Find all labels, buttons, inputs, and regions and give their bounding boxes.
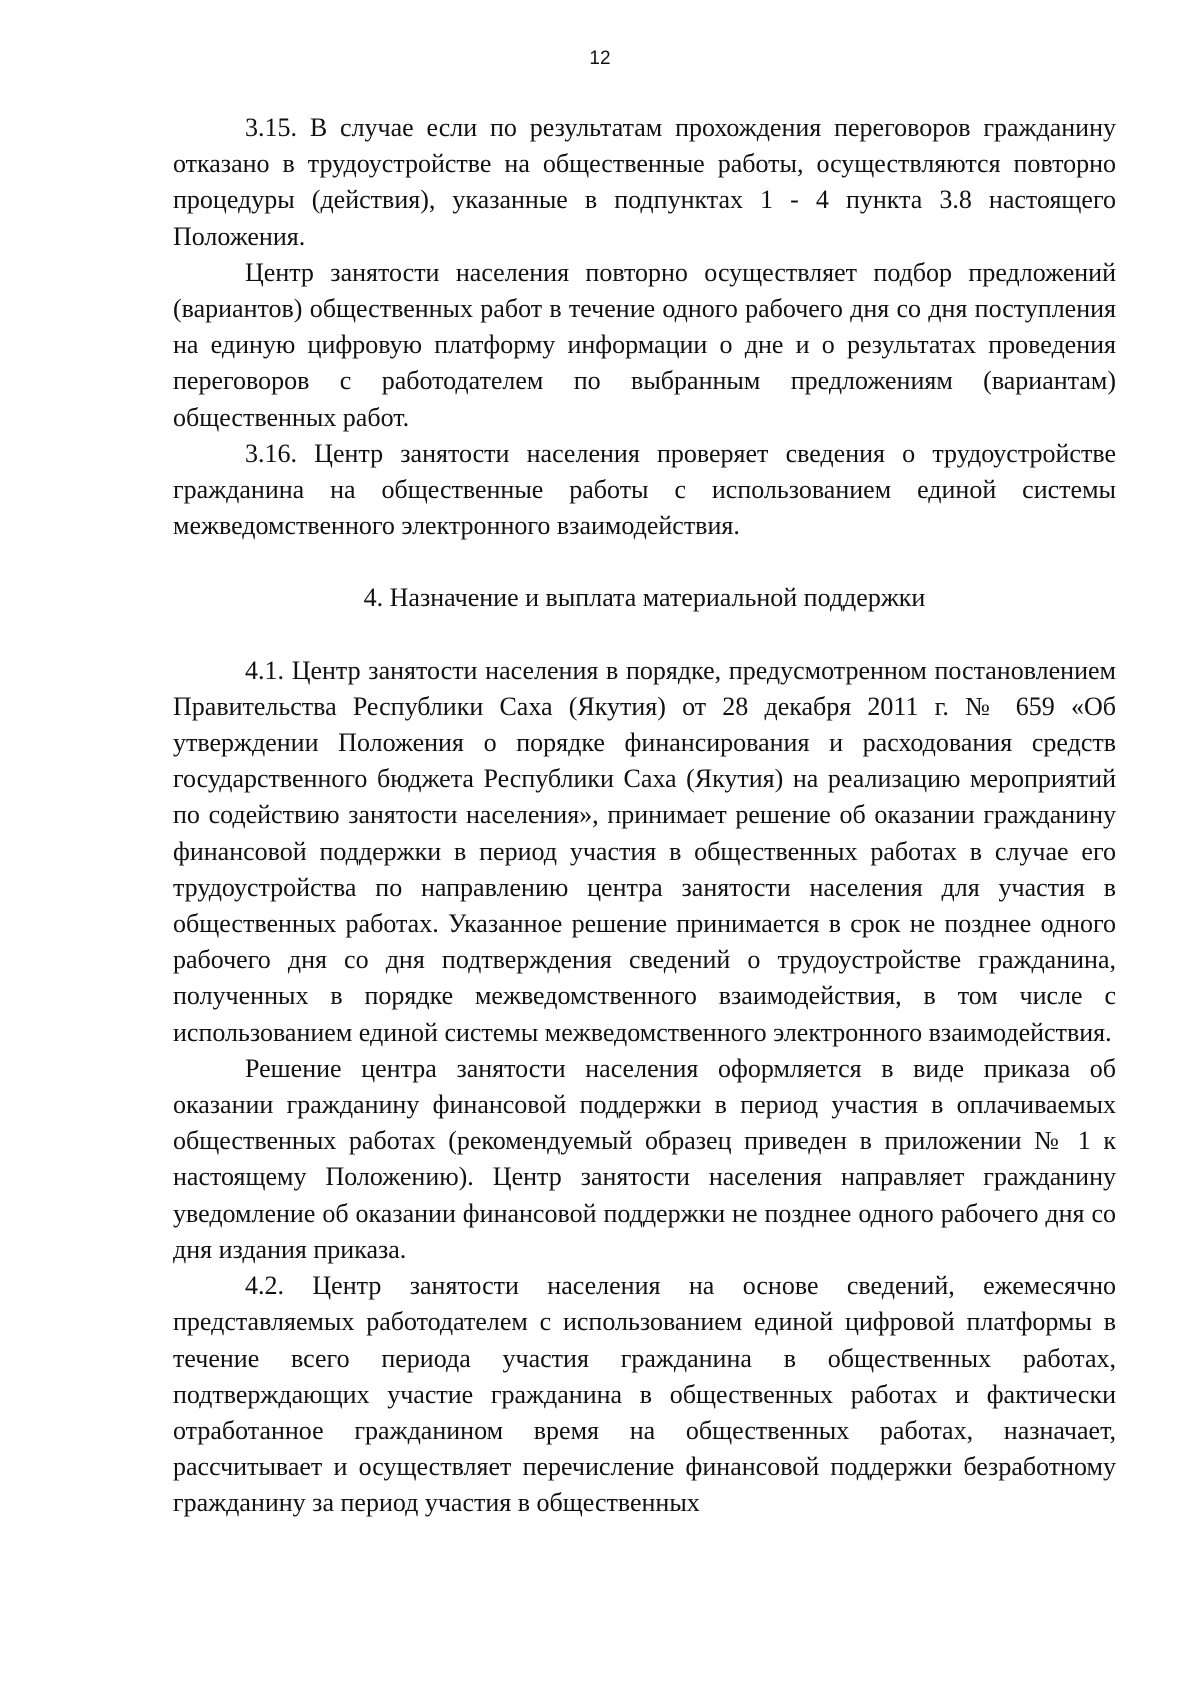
- page-number: 12: [589, 48, 611, 69]
- paragraph-4-2: 4.2. Центр занятости населения на основе сведений, ежемесячно представляемых работодателем с использованием единой цифровой платформы в течение всего периода участия гражданина в общественных работах, подтверждающих участие гражданина в общественных работах и фактически отработанное гражданином время на общественных работах, назначает, рассчитывает и осуществляет перечисление финансовой поддержки безработному гражданину за период участия в общественных: [173, 1271, 1116, 1518]
- paragraph-3-15: 3.15. В случае если по результатам прохождения переговоров гражданину отказано в трудоустройстве на общественные работы, осуществляются повторно процедуры (действия), указанные в подпунктах 1 - 4 пункта 3.8 настоящего Положения.: [173, 113, 1116, 251]
- paragraph-3-15-continued: Центр занятости населения повторно осуществляет подбор предложений (вариантов) общественных работ в течение одного рабочего дня со дня поступления на единую цифровую платформу информации о дне и о результатах проведения переговоров с работодателем по выбранным предложениям (вариантам) общественных работ.: [173, 257, 1116, 432]
- section-heading-4: 4. Назначение и выплата материальной поддержки: [363, 583, 926, 613]
- paragraph-3-16: 3.16. Центр занятости населения проверяет сведения о трудоустройстве гражданина на общественные работы с использованием единой системы межведомственного электронного взаимодействия.: [173, 438, 1116, 541]
- paragraph-4-1-decision: Решение центра занятости населения оформляется в виде приказа об оказании гражданину финансовой поддержки в период участия в оплачиваемых общественных работах (рекомендуемый образец приведен в приложении № 1 к настоящему Положению). Центр занятости населения направляет гражданину уведомление об оказании финансовой поддержки не позднее одного рабочего дня со дня издания приказа.: [173, 1053, 1116, 1264]
- document-body: [173, 110, 1116, 1522]
- paragraph-4-1: 4.1. Центр занятости населения в порядке, предусмотренном постановлением Правительства Республики Саха (Якутия) от 28 декабря 2011 г. № 659 «Об утверждении Положения о порядке финансирования и расходования средств государственного бюджета Республики Саха (Якутия) на реализацию мероприятий по содействию занятости населения», принимает решение об оказании гражданину финансовой поддержки в период участия в общественных работах в случае его трудоустройства по направлению центра занятости населения для участия в общественных работах. Указанное решение принимается в срок не позднее одного рабочего дня со дня подтверждения сведений о трудоустройстве гражданина, полученных в порядке межведомственного взаимодействия, в том числе с использованием единой системы межведомственного электронного взаимодействия.: [173, 655, 1116, 1047]
